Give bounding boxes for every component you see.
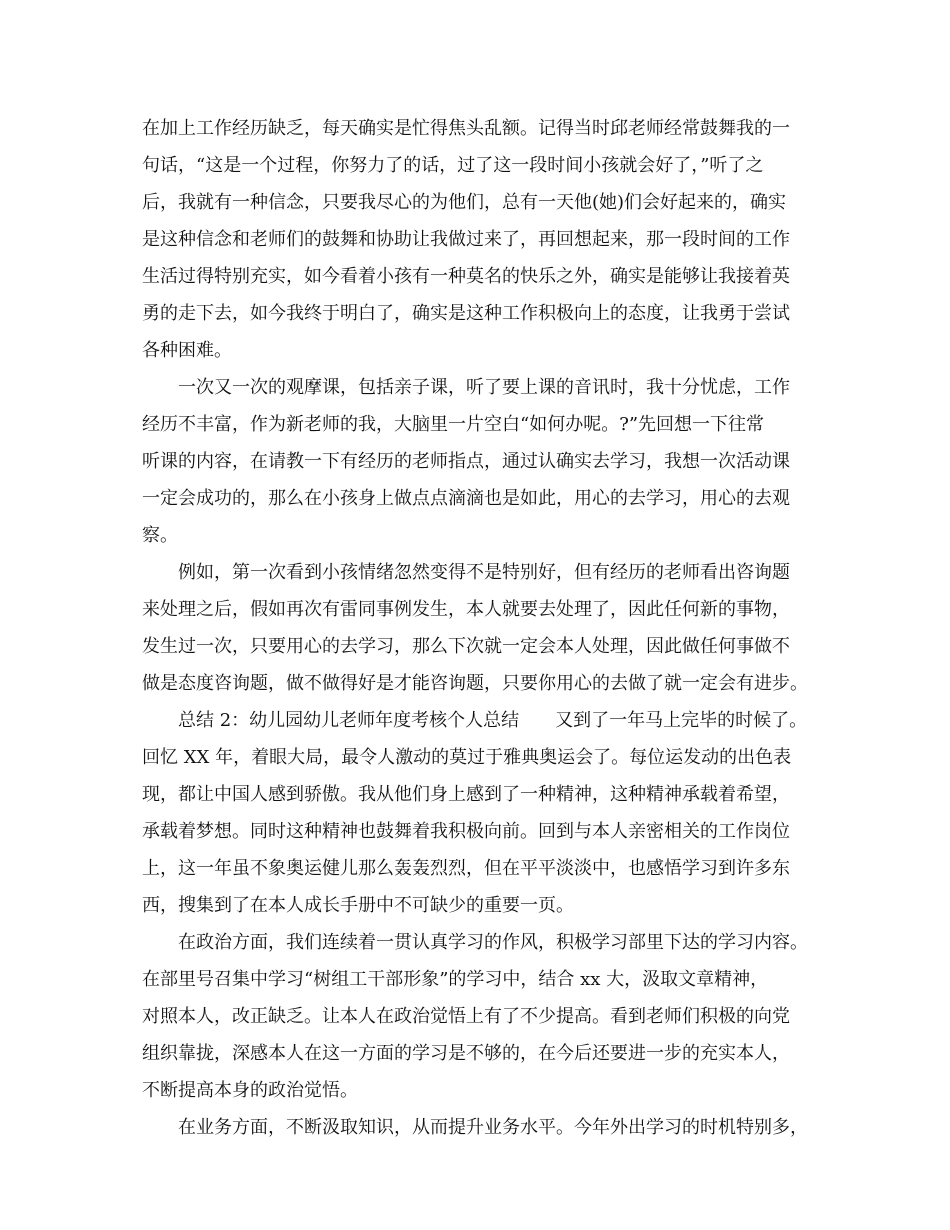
text-line: 做是态度咨询题，做不做得好是才能咨询题，只要你用心的去做了就一定会有进步。 — [142, 673, 808, 694]
text-line: 来处理之后，假如再次有雷同事例发生，本人就要去处理了，因此任何新的事物， — [142, 599, 790, 620]
text-line: 勇的走下去，如今我终于明白了，确实是这种工作积极向上的态度，让我勇于尝试 — [142, 303, 790, 324]
text-line: 生活过得特别充实，如今看着小孩有一种莫名的快乐之外，确实是能够让我接着英 — [142, 266, 790, 287]
text-line: 在业务方面，不断汲取知识，从而提升业务水平。今年外出学习的时机特别多， — [142, 1117, 808, 1138]
text-line: 一次又一次的观摩课，包括亲子课，听了要上课的音讯时，我十分忧虑，工作 — [142, 377, 790, 398]
text-line: 不断提高本身的政治觉悟。 — [142, 1080, 358, 1101]
text-line: 在部里号召集中学习“树组工干部形象”的学习中，结合 xx 大，汲取文章精神， — [142, 969, 769, 990]
text-line: 在政治方面，我们连续着一贯认真学习的作风，积极学习部里下达的学习内容。 — [142, 932, 808, 953]
text-line: 总结 2：幼儿园幼儿老师年度考核个人总结 又到了一年马上完毕的时候了。 — [142, 710, 808, 731]
text-line: 句话，“这是一个过程，你努力了的话，过了这一段时间小孩就会好了，”听了之 — [142, 155, 764, 176]
text-line: 对照本人，改正缺乏。让本人在政治觉悟上有了不少提高。看到老师们积极的向党 — [142, 1006, 790, 1027]
text-line: 听课的内容，在请教一下有经历的老师指点，通过认确实去学习，我想一次活动课 — [142, 451, 790, 472]
text-line: 察。 — [142, 525, 178, 546]
text-line: 在加上工作经历缺乏，每天确实是忙得焦头乱额。记得当时邱老师经常鼓舞我的一 — [142, 118, 790, 139]
text-line: 回忆 XX 年，着眼大局，最令人激动的莫过于雅典奥运会了。每位运发动的出色表 — [142, 747, 792, 768]
text-line: 例如，第一次看到小孩情绪忽然变得不是特别好，但有经历的老师看出咨询题 — [142, 562, 790, 583]
text-line: 后，我就有一种信念，只要我尽心的为他们，总有一天他(她)们会好起来的，确实 — [142, 192, 787, 213]
text-line: 上，这一年虽不象奥运健儿那么轰轰烈烈，但在平平淡淡中，也感悟学习到许多东 — [142, 858, 790, 879]
text-line: 一定会成功的，那么在小孩身上做点点滴滴也是如此，用心的去学习，用心的去观 — [142, 488, 790, 509]
text-line: 西，搜集到了在本人成长手册中不可缺少的重要一页。 — [142, 895, 574, 916]
text-line: 发生过一次，只要用心的去学习，那么下次就一定会本人处理，因此做任何事做不 — [142, 636, 790, 657]
text-line: 承载着梦想。同时这种精神也鼓舞着我积极向前。回到与本人亲密相关的工作岗位 — [142, 821, 790, 842]
text-line: 经历不丰富，作为新老师的我，大脑里一片空白“如何办呢。?”先回想一下往常 — [142, 414, 765, 435]
text-line: 是这种信念和老师们的鼓舞和协助让我做过来了，再回想起来，那一段时间的工作 — [142, 229, 790, 250]
text-line: 组织靠拢，深感本人在这一方面的学习是不够的，在今后还要进一步的充实本人， — [142, 1043, 790, 1064]
text-line: 各种困难。 — [142, 340, 232, 361]
text-line: 现，都让中国人感到骄傲。我从他们身上感到了一种精神，这种精神承载着希望， — [142, 784, 790, 805]
